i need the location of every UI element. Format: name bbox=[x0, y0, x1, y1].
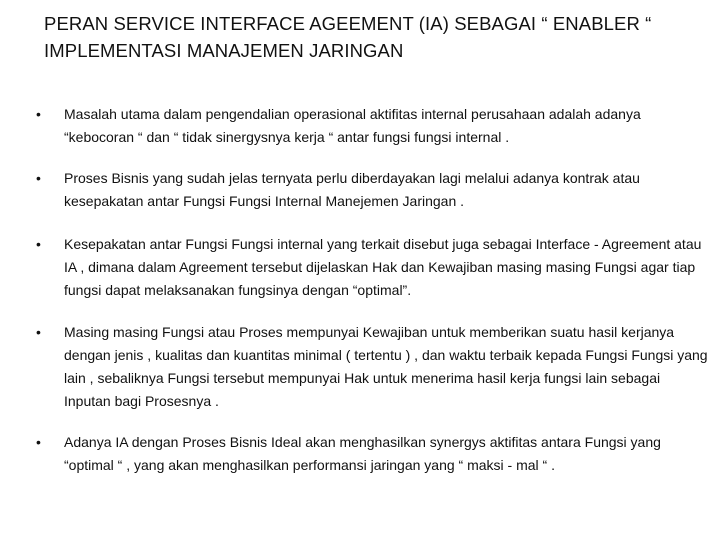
bullet-icon: • bbox=[36, 324, 41, 340]
slide-title: PERAN SERVICE INTERFACE AGEEMENT (IA) SEBAGAI “ ENABLER “ IMPLEMENTASI MANAJEMEN JARINGAN bbox=[44, 13, 652, 61]
bullet-text: Adanya IA dengan Proses Bisnis Ideal akan menghasilkan synergys aktifitas antara Fungsi yang “optimal “ , yang akan menghasilkan performansi jaringan yang “ maksi - mal “ . bbox=[64, 434, 661, 473]
bullet-text: Masing masing Fungsi atau Proses mempunyai Kewajiban untuk memberikan suatu hasil kerjanya dengan jenis , kualitas dan kuantitas minimal ( tertentu ) , dan waktu terbaik kepada Fungsi Fungsi yang lain , sebaliknya Fungsi tersebut mempunyai Hak untuk menerima hasil kerja fungsi lain sebagai Inputan bagi Prosesnya . bbox=[64, 324, 708, 409]
bullet-icon: • bbox=[36, 236, 41, 252]
bullet-icon: • bbox=[36, 170, 41, 186]
bullet-text: Kesepakatan antar Fungsi Fungsi internal yang terkait disebut juga sebagai Interface - Agreement atau IA , dimana dalam Agreement tersebut dijelaskan Hak dan Kewajiban masing masing Fungsi agar tiap fungsi dapat melaksanakan fungsinya dengan “optimal”. bbox=[64, 236, 702, 298]
bullet-icon: • bbox=[36, 106, 41, 122]
bullet-text: Masalah utama dalam pengendalian operasional aktifitas internal perusahaan adalah adanya “kebocoran “ dan “ tidak sinergysnya kerja “ antar fungsi fungsi internal . bbox=[64, 106, 641, 145]
bullet-text: Proses Bisnis yang sudah jelas ternyata perlu diberdayakan lagi melalui adanya kontrak atau kesepakatan antar Fungsi Fungsi Internal Manejemen Jaringan . bbox=[64, 170, 640, 209]
bullet-icon: • bbox=[36, 434, 41, 450]
